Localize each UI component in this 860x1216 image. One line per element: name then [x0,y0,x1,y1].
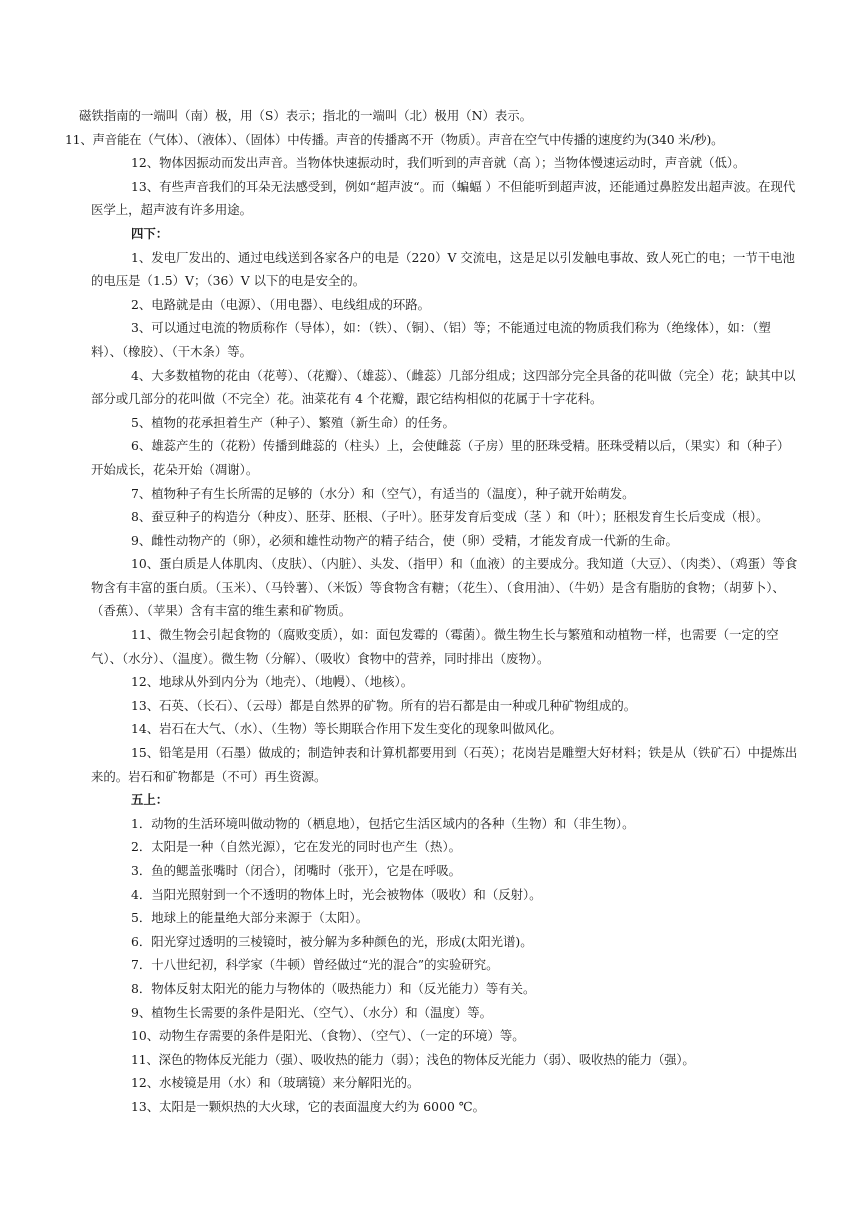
item-4b-14: 14、岩石在大气、（水）、（生物）等长期联合作用下发生变化的现象叫做风化。 [131,721,562,737]
item-4b-6: 6、雄蕊产生的（花粉）传播到雌蕊的（柱头）上，会使雌蕊（子房）里的胚珠受精。胚珠受精以后，（果实）和（种子）开始成长，花朵开始（凋谢）。 [91,438,790,477]
item-4b-7: 7、植物种子有生长所需的足够的（水分）和（空气），有适当的（温度），种子就开始萌发。 [131,485,635,501]
sound-item-12: 12、物体因振动而发出声音。当物体快速振动时，我们听到的声音就（高 ）；当物体慢速运动时，声音就（低）。 [131,155,746,171]
sound-item-13: 13、有些声音我们的耳朵无法感受到，例如“超声波“。而（蝙蝠 ）不但能听到超声波，还能通过鼻腔发出超声波。在现代医学上，超声波有许多用途。 [91,178,796,218]
item-5a-8: 8．物体反射太阳光的能力与物体的（吸热能力）和（反光能力）等有关。 [131,980,536,996]
section-heading-5a: 五上： [131,792,169,808]
item-4b-2: 2、电路就是由（电源）、（用电器）、电线组成的环路。 [131,296,431,312]
item-4b-1: 1、发电厂发出的、通过电线送到各家各户的电是（220）V 交流电，这是足以引发触电事故、致人死亡的电；一节干电池的电压是（1.5）V；（36）V 以下的电是安全的。 [91,249,795,289]
section-heading-4b: 四下： [131,225,169,241]
item-5a-11: 11、深色的物体反光能力（强）、吸收热的能力（弱）；浅色的物体反光能力（弱）、吸收热的能力（强）。 [131,1051,695,1067]
item-5a-2: 2．太阳是一种（自然光源），它在发光的同时也产生（热）。 [131,839,462,855]
item-5a-1: 1．动物的生活环境叫做动物的（栖息地），包括它生活区域内的各种（生物）和（非生物）。 [131,815,635,831]
item-5a-4: 4．当阳光照射到一个不透明的物体上时，光会被物体（吸收）和（反射）。 [131,886,542,902]
intro-line: 磁铁指南的一端叫（南）极，用（S）表示；指北的一端叫（北）极用（N）表示。 [79,108,533,123]
sound-item-11: 11、声音能在（气体）、（液体）、（固体）中传播。声音的传播离不开（物质）。声音在空气中传播的速度约为(340 米/秒)。 [65,131,724,147]
item-5a-12: 12、水棱镜是用（水）和（玻璃镜）来分解阳光的。 [131,1075,420,1091]
item-4b-9: 9、雌性动物产的（卵），必须和雄性动物产的精子结合，使（卵）受精，才能发育成一代新的生命。 [131,532,678,548]
item-5a-5: 5．地球上的能量绝大部分来源于（太阳）。 [131,910,369,926]
item-5a-13: 13、太阳是一颗炽热的大火球，它的表面温度大约为 6000 ℃。 [131,1098,486,1114]
item-5a-9: 9、植物生长需要的条件是阳光、（空气）、（水分）和（温度）等。 [131,1004,493,1020]
item-5a-3: 3．鱼的鳃盖张嘴时（闭合），闭嘴时（张开），它是在呼吸。 [131,863,462,878]
item-4b-8: 8、蚕豆种子的构造分（种皮）、胚芽、胚根、（子叶）。胚芽发育后变成（茎 ）和（叶）；胚根发育生长后变成（根）。 [131,509,769,525]
item-4b-3: 3、可以通过电流的物质称作（导体），如：（铁）、（铜）、（铝）等；不能通过电流的物质我们称为（绝缘体），如：（塑料）、（橡胶）、（干木条）等。 [91,320,771,359]
item-5a-7: 7．十八世纪初，科学家（牛顿）曾经做过“光的混合”的实验研究。 [131,957,499,973]
item-4b-15: 15、铅笔是用（石墨）做成的；制造钟表和计算机都要用到（石英）；花岗岩是雕塑大好材料；铁是从（铁矿石）中提炼出来的。岩石和矿物都是（不可）再生资源。 [91,745,798,784]
item-4b-11: 11、微生物会引起食物的（腐败变质），如：面包发霉的（霉菌）。微生物生长与繁殖和动植物一样，也需要（一定的空气）、（水分）、（温度）。微生物（分解）、（吸收）食物中的营养，同时排出（废物）。 [91,627,779,666]
item-5a-6: 6．阳光穿过透明的三棱镜时，被分解为多种颜色的光，形成(太阳光谱)。 [131,933,533,949]
item-4b-4: 4、大多数植物的花由（花萼）、（花瓣）、（雄蕊）、（雌蕊）几部分组成；这四部分完全具备的花叫做（完全）花；缺其中以部分或几部分的花叫做（不完全）花。油菜花有 4 个花瓣，跟它结构相似的花属于十字花科。 [91,367,796,407]
item-5a-10: 10、动物生存需要的条件是阳光、（食物）、（空气）、（一定的环境）等。 [131,1028,525,1044]
item-4b-5: 5、植物的花承担着生产（种子）、繁殖（新生命）的任务。 [131,414,455,430]
item-4b-13: 13、石英、（长石）、（云母）都是自然界的矿物。所有的岩石都是由一种或几种矿物组成的。 [131,697,637,713]
item-4b-12: 12、地球从外到内分为（地壳）、（地幔）、（地核）。 [131,674,414,690]
document-body [0,104,860,1119]
item-4b-10: 10、蛋白质是人体肌肉、（皮肤）、（内脏）、头发、（指甲）和（血液）的主要成分。我知道（大豆）、（肉类）、（鸡蛋）等食物含有丰富的蛋白质。（玉米）、（马铃薯）、（米饭）等食物含有糖；（花生）、（食用油）、（牛奶）是含有脂肪的食物；（胡萝卜）、（香蕉）、（苹果）含有丰富的维生素和矿物质。 [91,556,798,619]
